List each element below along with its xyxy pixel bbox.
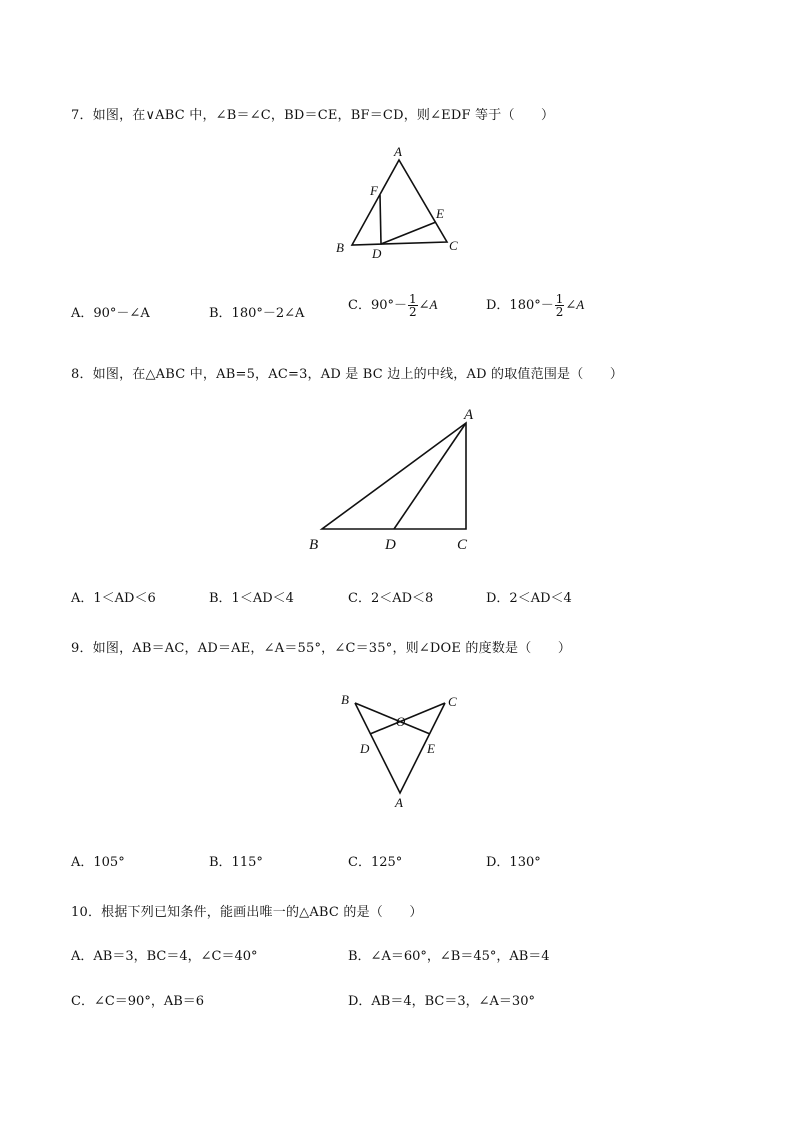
q8-label-c: C [457,537,468,553]
q10-option-c: C．∠C＝90°，AB＝6 [71,994,205,1009]
q7-option-c-numerator: 1 [409,292,417,306]
q8-label-d: D [385,537,396,553]
q7-option-c-suffix: ∠A [418,297,438,312]
q8-median-ad [394,423,466,529]
q7-option-b: B．180°－2∠A [209,306,305,321]
q7-option-d-fraction [555,293,565,318]
q7-option-d [486,293,584,318]
q9-option-a: A．105° [71,855,125,870]
q9-figure [335,688,465,813]
q9-option-b: B．115° [209,855,263,870]
q7-figure [330,140,470,265]
q7-option-a: A．90°－∠A [71,306,150,321]
q7-option-d-denominator: 2 [555,305,564,319]
q9-stem: 9．如图，AB＝AC，AD＝AE，∠A＝55°，∠C＝35°，则∠DOE 的度数是（ ） [71,641,572,656]
q7-option-c-prefix: C．90°－ [348,298,407,313]
q10-stem: 10．根据下列已知条件，能画出唯一的△ABC 的是（ ） [71,905,423,920]
q8-stem: 8．如图，在△ABC 中，AB=5，AC=3，AD 是 BC 边上的中线，AD 的取值范围是（ ） [71,367,624,382]
q8-option-c: C．2＜AD＜8 [348,591,434,606]
q9-label-d: D [360,741,370,756]
q7-label-a: A [394,144,402,159]
q9-label-b: B [341,692,349,707]
q9-label-a: A [395,795,403,810]
q7-option-c [348,293,437,318]
q9-label-e: E [427,741,435,756]
q7-label-b: B [336,240,344,255]
q9-segment-be [355,703,430,734]
q8-label-b: B [309,537,319,553]
q10-option-d: D．AB＝4，BC＝3，∠A＝30° [348,994,535,1009]
q7-option-c-fraction [408,293,418,318]
q8-option-d: D．2＜AD＜4 [486,591,572,606]
q8-figure [300,400,490,560]
q7-option-d-prefix: D．180°－ [486,298,554,313]
q7-label-f: F [370,183,378,198]
q7-stem: 7．如图，在∨ABC 中，∠B＝∠C，BD＝CE，BF＝CD，则∠EDF 等于（ ） [71,108,555,123]
q10-option-b: B．∠A＝60°，∠B＝45°，AB＝4 [348,949,550,964]
q7-label-d: D [372,246,382,261]
q8-triangle-abc [322,423,466,529]
q8-label-a: A [464,407,474,423]
q7-option-c-denominator: 2 [409,305,417,319]
q9-label-o: O [396,714,406,729]
q10-option-a: A．AB＝3，BC＝4，∠C＝40° [71,949,258,964]
q8-option-b: B．1＜AD＜4 [209,591,294,606]
q7-segment-fd [380,195,381,244]
q7-triangle-abc [352,160,447,245]
q7-segment-de [381,222,436,244]
q7-label-e: E [436,206,444,221]
q9-label-c: C [448,694,457,709]
q9-option-c: C．125° [348,855,403,870]
q7-label-c: C [449,238,458,253]
q9-segment-cd [370,703,445,734]
q8-option-a: A．1＜AD＜6 [71,591,156,606]
q9-option-d: D．130° [486,855,541,870]
q7-option-d-numerator: 1 [555,292,564,306]
q7-option-d-suffix: ∠A [565,297,585,312]
